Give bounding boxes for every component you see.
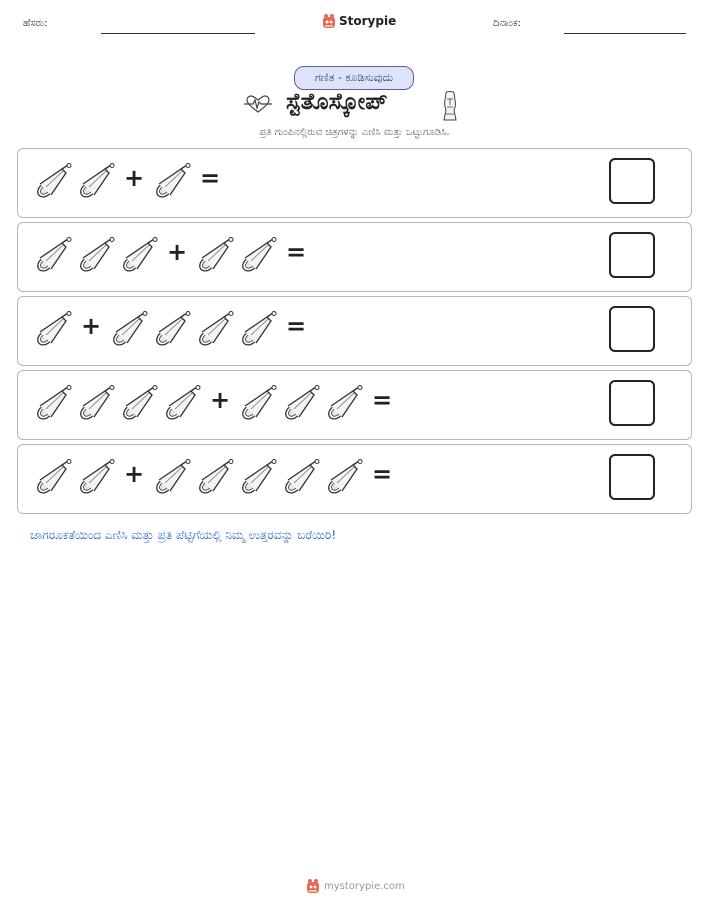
equals-sign: =: [286, 312, 307, 340]
footer: [306, 878, 405, 894]
horn-icon: [198, 459, 236, 495]
brand-name: Storypie: [339, 14, 397, 28]
horn-icon: [241, 385, 279, 421]
problem-row: [17, 148, 692, 218]
equals-sign: =: [286, 238, 307, 266]
equals-sign: =: [200, 164, 221, 192]
date-label: ದಿನಾಂಕ:: [493, 18, 521, 29]
answer-box[interactable]: [609, 454, 655, 500]
plus-sign: +: [81, 312, 102, 340]
heartbeat-icon: [244, 95, 272, 115]
horn-icon: [36, 385, 74, 421]
plus-sign: +: [124, 460, 145, 488]
answer-box[interactable]: [609, 306, 655, 352]
instructions: ಪ್ರತಿ ಗುಂಪಿನಲ್ಲಿರುವ ಚಿತ್ರಗಳನ್ನು ಎಣಿಸಿ ಮತ್ತು ಒಟ್ಟುಗೂಡಿಸಿ.: [259, 127, 450, 138]
problem-row: [17, 222, 692, 292]
equals-sign: =: [372, 460, 393, 488]
horn-icon: [165, 385, 203, 421]
horn-icon: [327, 385, 365, 421]
problem-row: [17, 444, 692, 514]
horn-icon: [284, 385, 322, 421]
horn-icon: [112, 311, 150, 347]
horn-icon: [241, 237, 279, 273]
horn-icon: [122, 385, 160, 421]
horn-icon: [79, 385, 117, 421]
problem-row: [17, 370, 692, 440]
horn-icon: [79, 459, 117, 495]
footer-url: mystorypie.com: [324, 880, 405, 892]
horn-icon: [198, 237, 236, 273]
answer-box[interactable]: [609, 158, 655, 204]
storypie-logo-icon: [306, 878, 320, 894]
horn-icon: [241, 311, 279, 347]
horn-icon: [155, 311, 193, 347]
horn-icon: [36, 237, 74, 273]
horn-icon: [155, 459, 193, 495]
horn-icon: [241, 459, 279, 495]
statue-icon: [440, 90, 460, 122]
date-line[interactable]: [564, 33, 686, 34]
brand-logo: [322, 13, 396, 29]
horn-icon: [198, 311, 236, 347]
plus-sign: +: [167, 238, 188, 266]
horn-icon: [36, 459, 74, 495]
horn-icon: [284, 459, 322, 495]
horn-icon: [79, 237, 117, 273]
answer-box[interactable]: [609, 380, 655, 426]
problem-row: [17, 296, 692, 366]
name-label: ಹೆಸರು:: [23, 18, 48, 29]
equals-sign: =: [372, 386, 393, 414]
horn-icon: [79, 163, 117, 199]
name-line[interactable]: [101, 33, 255, 34]
page-title: ಸ್ಟೆತೊಸ್ಕೋಪ್: [286, 89, 388, 115]
subject-badge: ಗಣಿತ - ಕೂಡಿಸುವುದು: [294, 66, 414, 90]
horn-icon: [327, 459, 365, 495]
horn-icon: [155, 163, 193, 199]
horn-icon: [36, 163, 74, 199]
plus-sign: +: [210, 386, 231, 414]
plus-sign: +: [124, 164, 145, 192]
horn-icon: [36, 311, 74, 347]
storypie-logo-icon: [322, 13, 336, 29]
answer-box[interactable]: [609, 232, 655, 278]
footnote: ಜಾಗರೂಕತೆಯಿಂದ ಎಣಿಸಿ ಮತ್ತು ಪ್ರತಿ ಪೆಟ್ಟಿಗೆಯಲ್ಲಿ ನಿಮ್ಮ ಉತ್ತರವನ್ನು ಬರೆಯಿರಿ!: [30, 528, 337, 542]
horn-icon: [122, 237, 160, 273]
